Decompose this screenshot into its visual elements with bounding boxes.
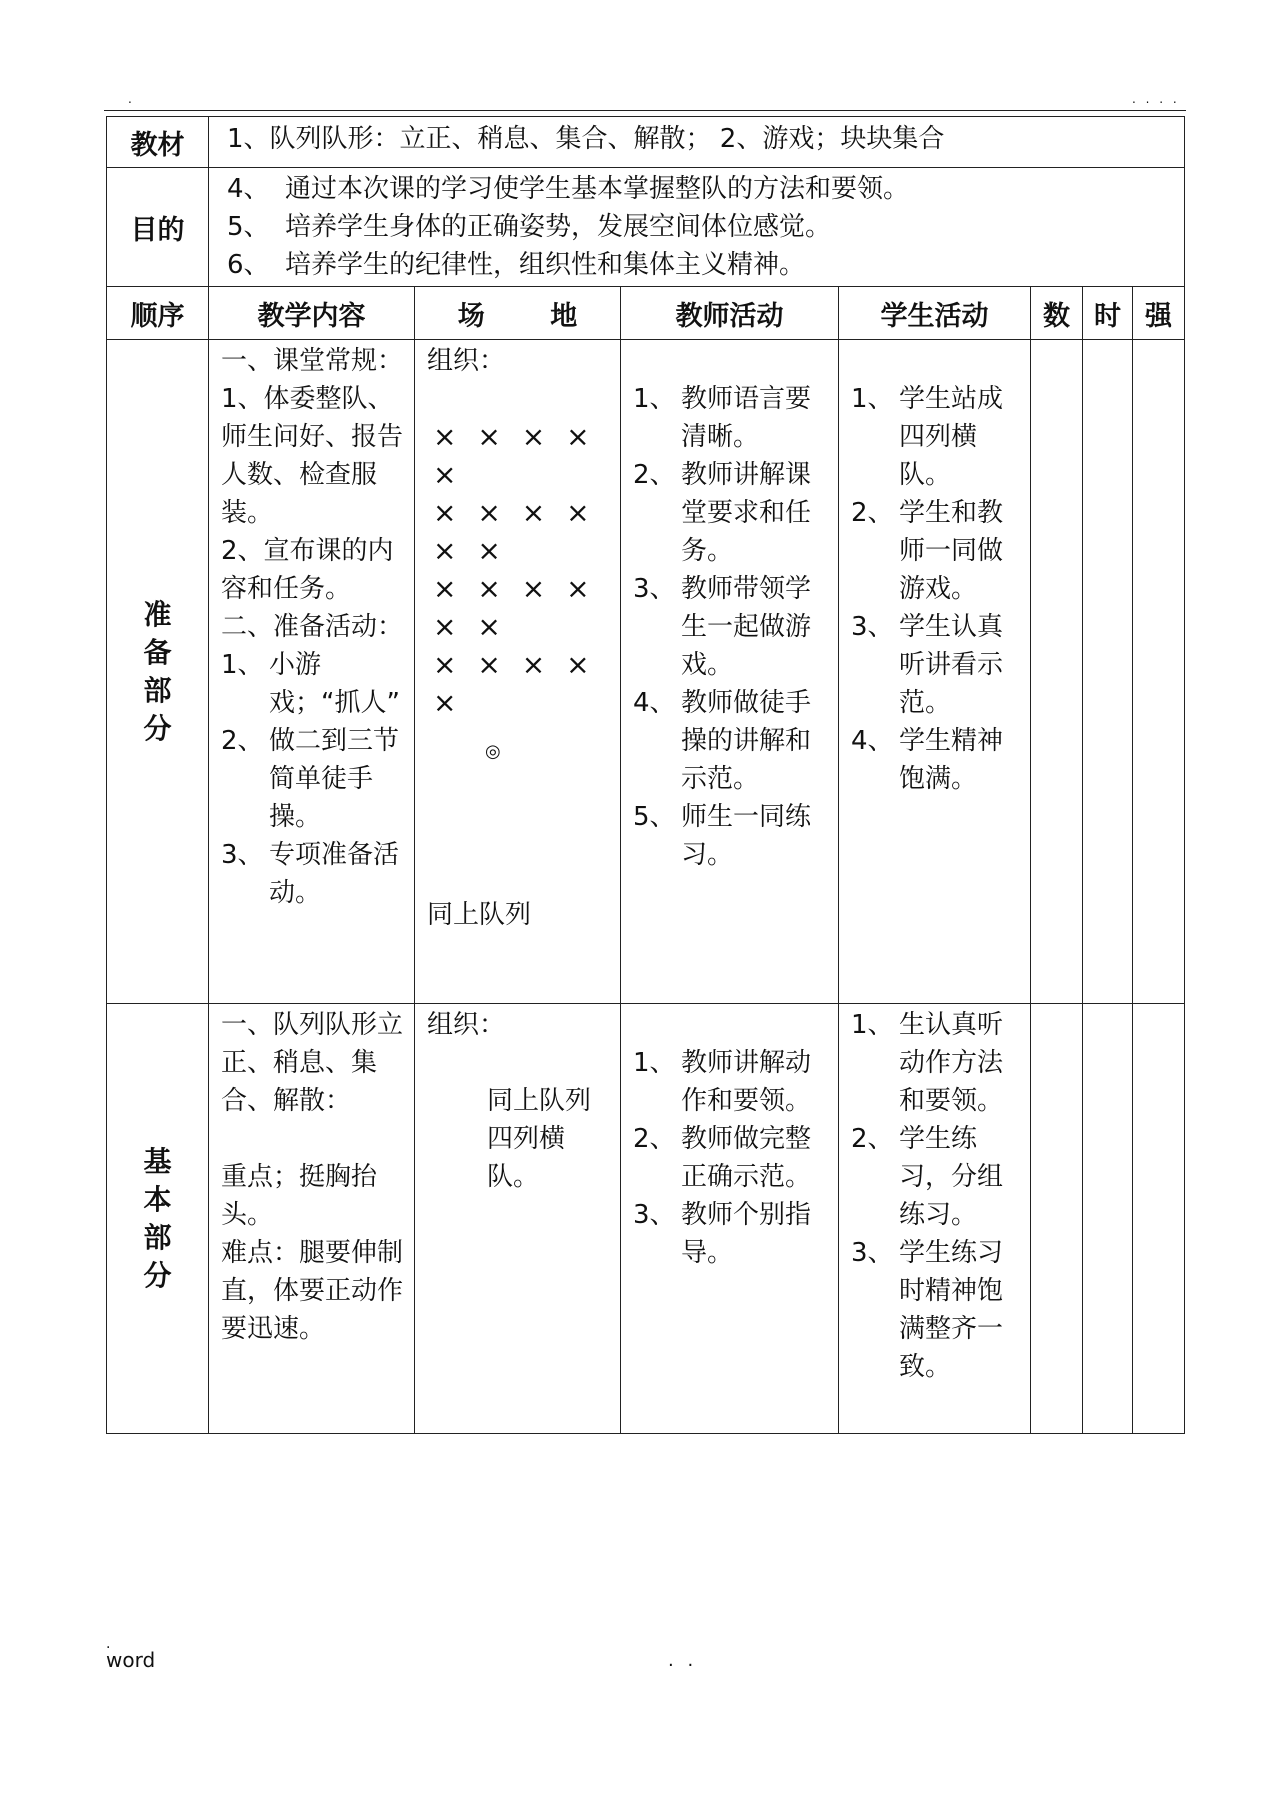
basic-content-line: 重点；挺胸抬头。 [221, 1162, 378, 1230]
prep-content-line: 二、准备活动： [221, 612, 404, 642]
spacer [427, 782, 610, 820]
formation-row: × × × × × × [433, 572, 596, 643]
item-text: 教师个别指导。 [681, 1200, 812, 1268]
prep-section-row [107, 340, 1185, 1004]
item-text: 生认真听动作方法和要领。 [899, 1010, 1004, 1116]
item-number: 2、 [851, 1124, 894, 1154]
prep-time-cell [1083, 340, 1133, 1004]
item-text: 师生一同练习。 [681, 802, 812, 870]
item-text: 教师讲解课堂要求和任务。 [681, 460, 812, 566]
spacer [221, 1120, 404, 1158]
teacher-activity-item [633, 1044, 828, 1120]
item-number: 3、 [851, 612, 894, 642]
footer-page-mark: . . [668, 1650, 698, 1671]
basic-time-cell [1083, 1004, 1133, 1434]
col-header-order: 顺序 [107, 287, 209, 340]
col-header-count: 数 [1031, 287, 1083, 340]
item-text: 教师带领学生一起做游戏。 [681, 574, 812, 680]
col-header-intensity: 强 [1133, 287, 1185, 340]
spacer [427, 820, 610, 858]
student-activity-item [851, 380, 1020, 494]
item-number: 3、 [221, 840, 264, 870]
item-number: 1、 [851, 1010, 894, 1040]
goal-text: 通过本次课的学习使学生基本掌握整队的方法和要领。 [285, 174, 910, 204]
prep-teacher-cell [621, 340, 839, 1004]
footer-word: word [106, 1648, 156, 1672]
goals-row [107, 168, 1185, 287]
item-text: 学生精神饱满。 [899, 726, 1004, 794]
formation-row: × × × × × × [433, 496, 596, 567]
venue-note: 同上队列 [427, 900, 532, 930]
prep-section-label [107, 340, 209, 1004]
item-text: 教师讲解动作和要领。 [681, 1048, 812, 1116]
item-text: 学生认真听讲看示范。 [899, 612, 1004, 718]
item-number: 2、 [633, 460, 676, 490]
col-header-teacher: 教师活动 [621, 287, 839, 340]
col-header-venue: 场 地 [415, 287, 621, 340]
item-text: 教师做完整正确示范。 [681, 1124, 812, 1192]
teacher-position-marker: ◎ [485, 741, 501, 762]
item-text: 学生练习时精神饱满整齐一致。 [899, 1238, 1004, 1382]
basic-venue-cell [415, 1004, 621, 1434]
item-number: 3、 [851, 1238, 894, 1268]
prep-content-line: 2、宣布课的内容和任务。 [221, 536, 394, 604]
student-activity-item [851, 494, 1020, 608]
item-text: 教师语言要清晰。 [681, 384, 812, 452]
teacher-activity-item [633, 1196, 828, 1272]
item-number: 2、 [221, 726, 264, 756]
prep-count-cell [1031, 340, 1083, 1004]
prep-student-cell [839, 340, 1031, 1004]
prep-content-line: 一、课堂常规： [221, 346, 404, 376]
teacher-activity-item [633, 380, 828, 456]
item-text: 教师做徒手操的讲解和示范。 [681, 688, 812, 794]
venue-title: 组织： [427, 1010, 506, 1040]
lesson-plan-table [106, 116, 1185, 1434]
student-activity-item [851, 1006, 1020, 1120]
material-row [107, 117, 1185, 168]
spacer [427, 858, 610, 896]
basic-section-label [107, 1004, 209, 1434]
col-header-content: 教学内容 [209, 287, 415, 340]
prep-venue-cell [415, 340, 621, 1004]
header-left-mark: . [128, 92, 132, 106]
student-activity-item [851, 722, 1020, 798]
teacher-activity-item [633, 456, 828, 570]
goal-item [227, 246, 1184, 284]
item-text: 做二到三节简单徒手操。 [269, 726, 400, 832]
formation-row: × × × × × [433, 420, 596, 491]
formation-row: × × × × × [433, 648, 596, 719]
teacher-activity-item [633, 1120, 828, 1196]
col-header-student: 学生活动 [839, 287, 1031, 340]
col-header-time: 时 [1083, 287, 1133, 340]
item-text: 学生练习，分组练习。 [899, 1124, 1004, 1230]
item-number: 1、 [633, 1048, 676, 1078]
prep-content-item [221, 836, 404, 912]
item-number: 3、 [633, 1200, 676, 1230]
column-header-row [107, 287, 1185, 340]
item-number: 4、 [633, 688, 676, 718]
prep-content-line: 1、体委整队、师生问好、报告人数、检查服装。 [221, 384, 404, 528]
item-text: 学生和教师一同做游戏。 [899, 498, 1004, 604]
goal-item [227, 170, 1184, 208]
item-number: 2、 [851, 498, 894, 528]
basic-intensity-cell [1133, 1004, 1185, 1434]
basic-content-line: 一、队列队形立正、稍息、集合、解散： [221, 1010, 404, 1116]
header-rule [104, 110, 1186, 111]
item-number: 1、 [851, 384, 894, 414]
goals-list [209, 168, 1185, 287]
item-number: 5、 [633, 802, 676, 832]
item-number: 4、 [851, 726, 894, 756]
basic-content-cell [209, 1004, 415, 1434]
venue-note: 同上队列四列横队。 [487, 1086, 592, 1192]
student-activity-item [851, 608, 1020, 722]
material-label: 教材 [107, 117, 209, 168]
footer-dot: . [106, 1636, 111, 1652]
item-number: 2、 [633, 1124, 676, 1154]
teacher-activity-item [633, 684, 828, 798]
student-activity-item [851, 1234, 1020, 1386]
teacher-activity-item [633, 570, 828, 684]
item-number: 1、 [633, 384, 676, 414]
prep-content-item [221, 646, 404, 722]
item-text: 小游戏；“抓人” [269, 650, 400, 718]
header-right-mark: . . . . [1132, 92, 1180, 106]
material-text: 1、队列队形：立正、稍息、集合、解散； 2、游戏；块块集合 [209, 117, 1185, 168]
item-text: 专项准备活动。 [269, 840, 400, 908]
item-text: 学生站成四列横队。 [899, 384, 1004, 490]
goal-item [227, 208, 1184, 246]
basic-label-text: 基本部分 [143, 1144, 172, 1292]
spacer [427, 1044, 610, 1082]
prep-intensity-cell [1133, 340, 1185, 1004]
goal-number: 6、 [227, 250, 270, 280]
basic-count-cell [1031, 1004, 1083, 1434]
goal-text: 培养学生身体的正确姿势，发展空间体位感觉。 [285, 212, 832, 242]
teacher-activity-item [633, 798, 828, 874]
basic-section-row [107, 1004, 1185, 1434]
spacer [427, 380, 610, 418]
basic-content-line: 难点：腿要伸制直，体要正动作要迅速。 [221, 1238, 404, 1344]
student-activity-item [851, 1120, 1020, 1234]
goal-number: 4、 [227, 174, 270, 204]
basic-student-cell [839, 1004, 1031, 1434]
goal-number: 5、 [227, 212, 270, 242]
goal-text: 培养学生的纪律性，组织性和集体主义精神。 [285, 250, 806, 280]
venue-title: 组织： [427, 346, 506, 376]
basic-teacher-cell [621, 1004, 839, 1434]
prep-content-item [221, 722, 404, 836]
goals-label: 目的 [107, 168, 209, 287]
prep-content-cell [209, 340, 415, 1004]
item-number: 3、 [633, 574, 676, 604]
prep-label-text: 准备部分 [143, 597, 172, 745]
item-number: 1、 [221, 650, 264, 680]
